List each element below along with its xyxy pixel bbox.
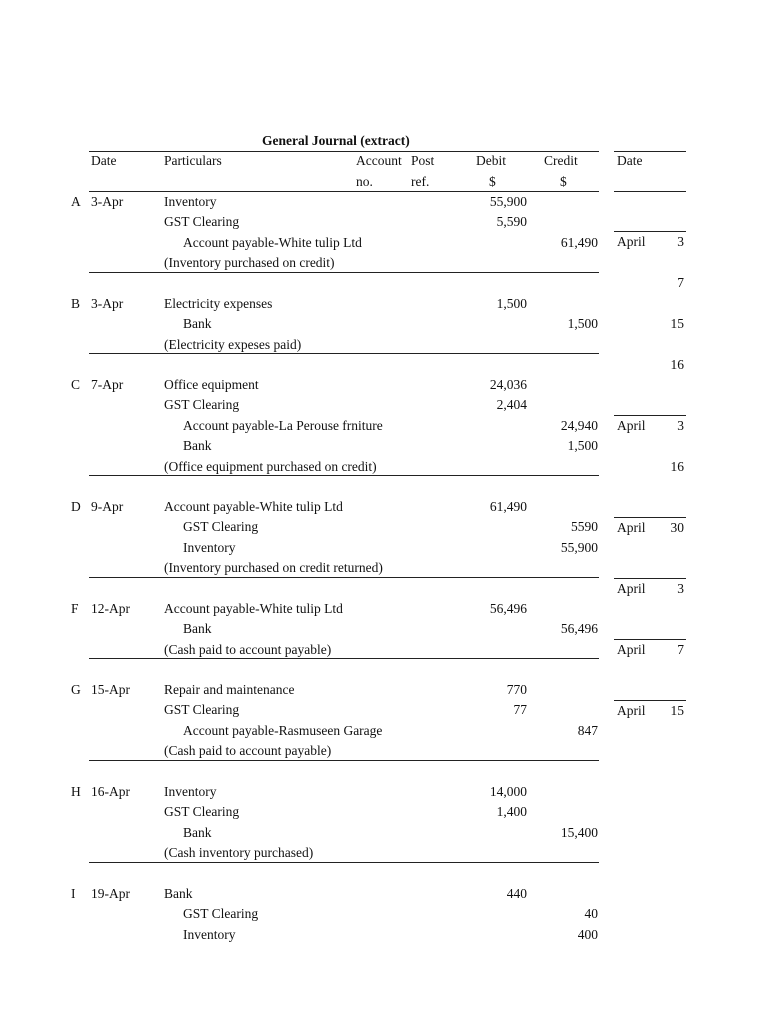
side-day: 16	[670, 459, 684, 474]
entry-date: 3-Apr	[91, 296, 124, 311]
credit-amount: 847	[577, 723, 598, 738]
header-particulars: Particulars	[164, 153, 222, 168]
entry-label: D	[71, 499, 81, 514]
header-account: Account	[356, 153, 402, 168]
credit-amount: 40	[584, 906, 598, 921]
header-debit: Debit	[476, 153, 506, 168]
side-month: April	[617, 581, 646, 596]
particulars-text: Bank	[183, 438, 212, 453]
side-day: 3	[677, 234, 684, 249]
credit-amount: 55,900	[560, 540, 598, 555]
particulars-text: (Electricity expeses paid)	[164, 337, 302, 352]
side-month: April	[617, 234, 646, 249]
particulars-text: GST Clearing	[164, 214, 240, 229]
particulars-text: Inventory	[183, 927, 236, 942]
particulars-text: Account payable-La Perouse frniture	[183, 418, 383, 433]
header-bottom-rule	[89, 191, 599, 192]
particulars-text: (Inventory purchased on credit returned)	[164, 560, 383, 575]
credit-amount: 1,500	[567, 316, 598, 331]
entry-label: B	[71, 296, 81, 311]
debit-amount: 1,500	[496, 296, 527, 311]
side-rule	[614, 639, 686, 640]
entry-separator-rule	[89, 353, 599, 354]
debit-amount: 5,590	[496, 214, 527, 229]
side-month: April	[617, 703, 646, 718]
particulars-text: (Office equipment purchased on credit)	[164, 459, 377, 474]
side-day: 3	[677, 581, 684, 596]
entry-date: 19-Apr	[91, 886, 130, 901]
side-header-bottom-rule	[614, 191, 686, 192]
particulars-text: GST Clearing	[164, 702, 240, 717]
entry-label: F	[71, 601, 79, 616]
particulars-text: Account payable-White tulip Ltd	[183, 235, 362, 250]
particulars-text: Bank	[183, 316, 212, 331]
credit-amount: 1,500	[567, 438, 598, 453]
entry-date: 9-Apr	[91, 499, 124, 514]
entry-separator-rule	[89, 760, 599, 761]
debit-amount: 440	[506, 886, 527, 901]
credit-amount: 56,496	[560, 621, 598, 636]
side-day: 15	[670, 703, 684, 718]
header-credit-unit: $	[560, 174, 567, 189]
particulars-text: Inventory	[183, 540, 236, 555]
entry-label: A	[71, 194, 81, 209]
particulars-text: GST Clearing	[183, 519, 259, 534]
header-debit-unit: $	[489, 174, 496, 189]
entry-date: 12-Apr	[91, 601, 130, 616]
particulars-text: (Inventory purchased on credit)	[164, 255, 335, 270]
particulars-text: (Cash paid to account payable)	[164, 743, 332, 758]
particulars-text: Bank	[164, 886, 193, 901]
journal-title: General Journal (extract)	[262, 133, 410, 148]
credit-amount: 400	[577, 927, 598, 942]
side-day: 16	[670, 357, 684, 372]
entry-date: 7-Apr	[91, 377, 124, 392]
particulars-text: Account payable-White tulip Ltd	[164, 601, 343, 616]
particulars-text: Office equipment	[164, 377, 259, 392]
credit-amount: 24,940	[560, 418, 598, 433]
side-day: 7	[677, 642, 684, 657]
particulars-text: GST Clearing	[164, 804, 240, 819]
side-day: 15	[670, 316, 684, 331]
side-header-date: Date	[617, 153, 643, 168]
side-rule	[614, 578, 686, 579]
particulars-text: GST Clearing	[164, 397, 240, 412]
side-day: 30	[670, 520, 684, 535]
debit-amount: 77	[513, 702, 527, 717]
header-post: Post	[411, 153, 435, 168]
particulars-text: Bank	[183, 621, 212, 636]
particulars-text: Account payable-White tulip Ltd	[164, 499, 343, 514]
particulars-text: GST Clearing	[183, 906, 259, 921]
entry-label: G	[71, 682, 81, 697]
side-rule	[614, 517, 686, 518]
header-date: Date	[91, 153, 117, 168]
header-account-no: no.	[356, 174, 373, 189]
debit-amount: 2,404	[496, 397, 527, 412]
debit-amount: 1,400	[496, 804, 527, 819]
entry-label: H	[71, 784, 81, 799]
particulars-text: (Cash inventory purchased)	[164, 845, 314, 860]
entry-separator-rule	[89, 862, 599, 863]
particulars-text: Inventory	[164, 784, 217, 799]
debit-amount: 61,490	[489, 499, 527, 514]
entry-separator-rule	[89, 272, 599, 273]
side-day: 7	[677, 275, 684, 290]
entry-date: 16-Apr	[91, 784, 130, 799]
debit-amount: 56,496	[489, 601, 527, 616]
particulars-text: Inventory	[164, 194, 217, 209]
side-month: April	[617, 642, 646, 657]
side-day: 3	[677, 418, 684, 433]
entry-separator-rule	[89, 577, 599, 578]
particulars-text: Account payable-Rasmuseen Garage	[183, 723, 383, 738]
entry-separator-rule	[89, 475, 599, 476]
particulars-text: (Cash paid to account payable)	[164, 642, 332, 657]
side-rule	[614, 415, 686, 416]
debit-amount: 14,000	[489, 784, 527, 799]
header-post-ref: ref.	[411, 174, 430, 189]
entry-label: C	[71, 377, 81, 392]
entry-date: 15-Apr	[91, 682, 130, 697]
particulars-text: Repair and maintenance	[164, 682, 295, 697]
side-rule	[614, 700, 686, 701]
debit-amount: 24,036	[489, 377, 527, 392]
debit-amount: 55,900	[489, 194, 527, 209]
entry-date: 3-Apr	[91, 194, 124, 209]
credit-amount: 15,400	[560, 825, 598, 840]
side-month: April	[617, 418, 646, 433]
header-credit: Credit	[544, 153, 578, 168]
entry-separator-rule	[89, 658, 599, 659]
particulars-text: Electricity expenses	[164, 296, 273, 311]
particulars-text: Bank	[183, 825, 212, 840]
header-top-rule	[89, 151, 599, 152]
debit-amount: 770	[506, 682, 527, 697]
entry-label: I	[71, 886, 76, 901]
side-header-top-rule	[614, 151, 686, 152]
side-month: April	[617, 520, 646, 535]
side-rule	[614, 231, 686, 232]
credit-amount: 61,490	[560, 235, 598, 250]
credit-amount: 5590	[571, 519, 598, 534]
